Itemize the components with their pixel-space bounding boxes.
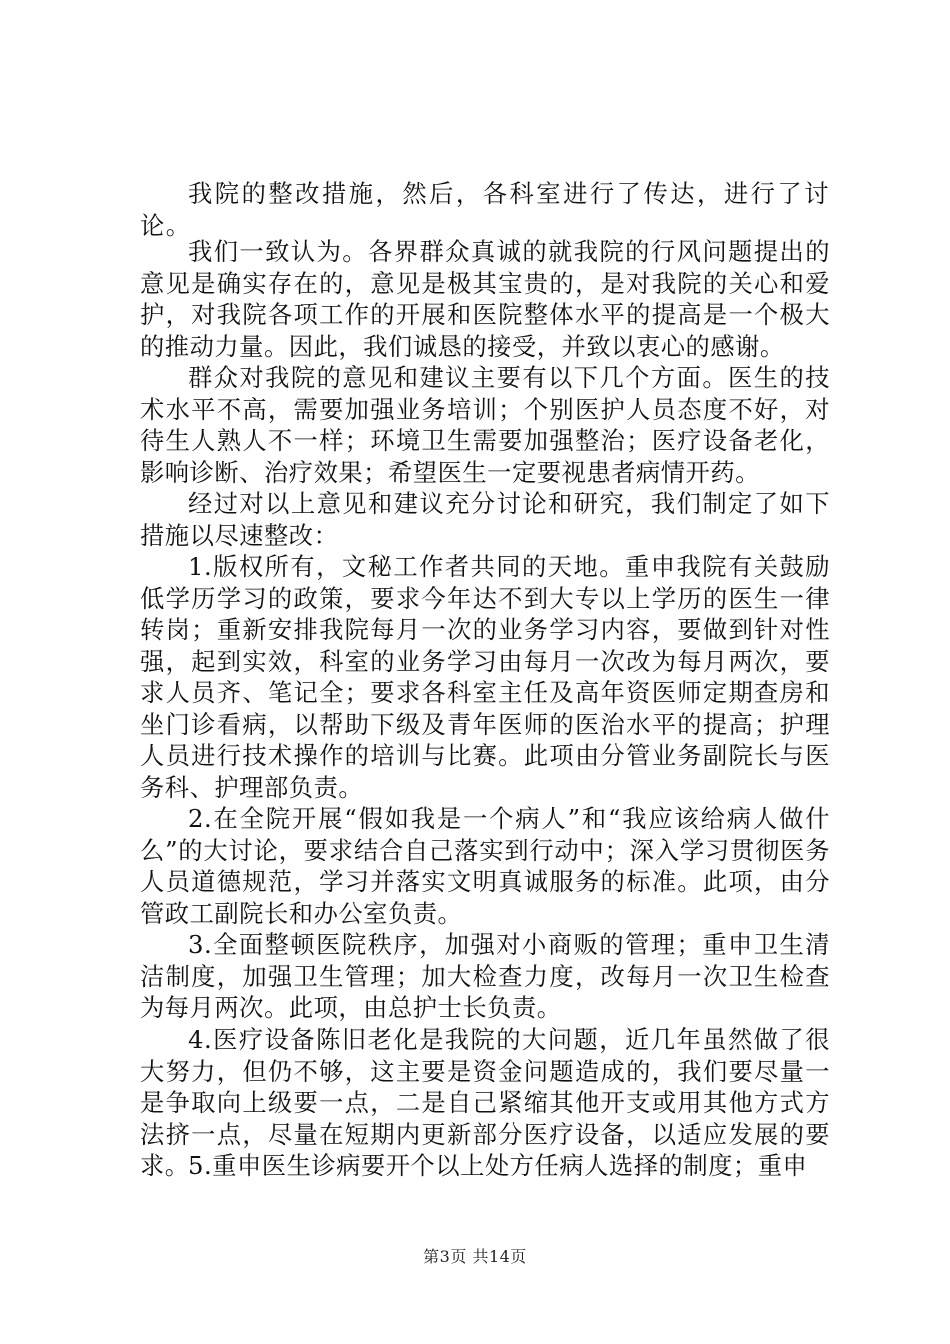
page-number-footer: 第3页 共14页 [423,1247,527,1266]
paragraph-measure-4: 4.医疗设备陈旧老化是我院的大问题，近几年虽然做了很大努力，但仍不够，这主要是资金问题造成的，我们要尽量一是争取向上级要一点，二是自己紧缩其他开支或用其他方式方法挤一点，尽量在短期内更新部分医疗设备，以适应发展的要求。 [140,1025,830,1180]
paragraph-measure-3: 3.全面整顿医院秩序，加强对小商贩的管理；重申卫生清洁制度，加强卫生管理；加大检查力度，改每月一次卫生检查为每月两次。此项，由总护士长负责。 [140,930,830,1022]
paragraph-measure-2: 2.在全院开展“假如我是一个病人”和“我应该给病人做什么”的大讨论，要求结合自己落实到行动中；深入学习贯彻医务人员道德规范，学习并落实文明真诚服务的标准。此项，由分管政工副院长和办公室负责。 [140,804,830,928]
paragraph-measures-intro: 经过对以上意见和建议充分讨论和研究，我们制定了如下措施以尽速整改： [140,489,830,550]
paragraph-measure-1: 1.版权所有，文秘工作者共同的天地。重申我院有关鼓励低学历学习的政策，要求今年达不到大专以上学历的医生一律转岗；重新安排我院每月一次的业务学习内容，要做到针对性强，起到实效，科室的业务学习由每月一次改为每月两次，要求人员齐、笔记全；要求各科室主任及高年资医师定期查房和坐门诊看病，以帮助下级及青年医师的医治水平的提高；护理人员进行技术操作的培训与比赛。此项由分管业务副院长与医务科、护理部负责。 [140,552,830,802]
paragraph-consensus: 我们一致认为。各界群众真诚的就我院的行风问题提出的意见是确实存在的，意见是极其宝贵的，是对我院的关心和爱护，对我院各项工作的开展和医院整体水平的提高是一个极大的推动力量。因此，我们诚恳的接受，并致以衷心的感谢。 [140,237,830,361]
paragraph-measure-5: 5.重申医生诊病要开个以上处方任病人选择的制度；重申 [188,1151,808,1180]
paragraph-intro-continuation: 我院的整改措施，然后，各科室进行了传达，进行了讨论。 [140,179,830,240]
paragraph-public-opinions: 群众对我院的意见和建议主要有以下几个方面。医生的技术水平不高，需要加强业务培训；个别医护人员态度不好，对待生人熟人不一样；环境卫生需要加强整治；医疗设备老化，影响诊断、治疗效果；希望医生一定要视患者病情开药。 [140,363,830,487]
